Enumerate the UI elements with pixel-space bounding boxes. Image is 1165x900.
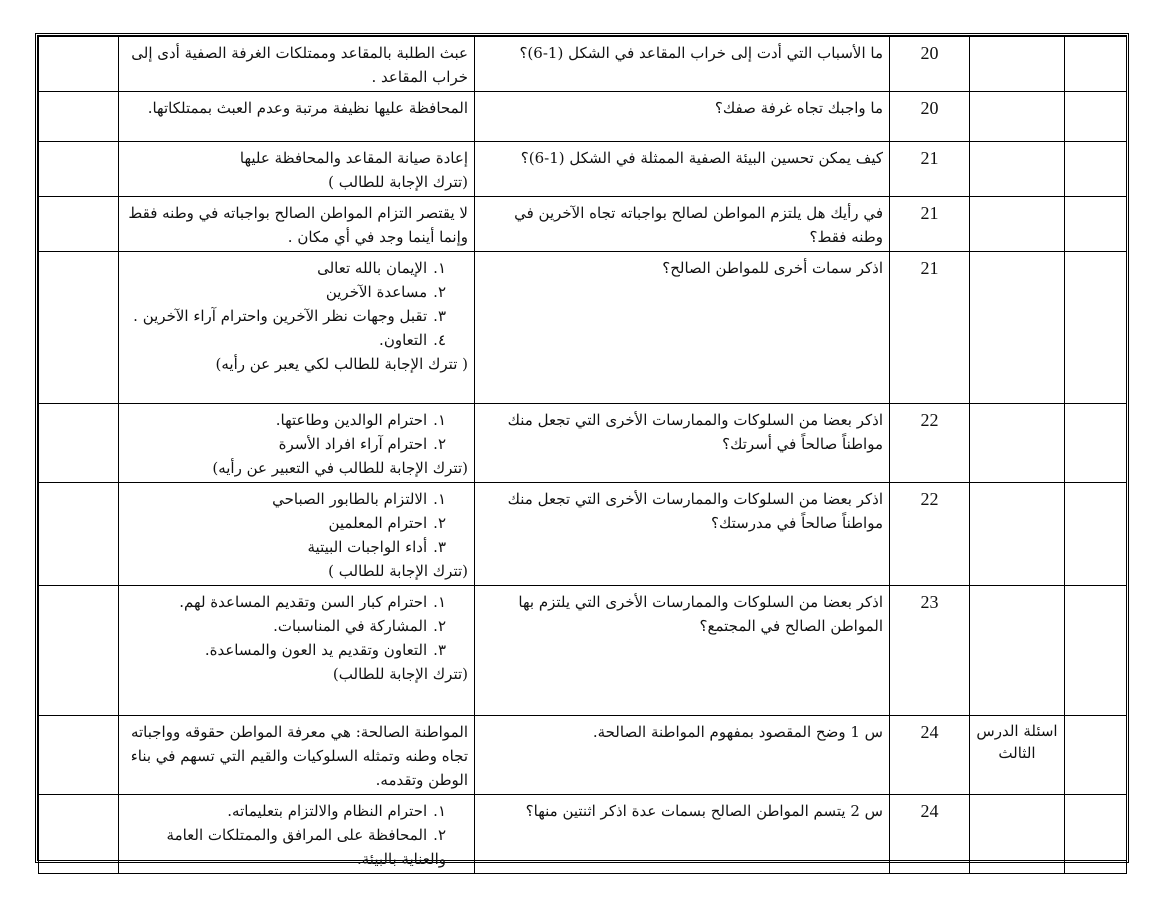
section-cell <box>970 483 1065 586</box>
table-row <box>39 586 1127 716</box>
table-row <box>39 252 1127 404</box>
question-cell <box>475 404 890 483</box>
answer-list-item <box>125 823 446 871</box>
answer-list-item <box>125 535 446 559</box>
page-number: 21 <box>920 258 939 278</box>
list-index: ١. <box>433 411 446 429</box>
blank-cell-left <box>39 586 119 716</box>
table-row <box>39 404 1127 483</box>
page-number-cell <box>890 483 970 586</box>
answer-list-item <box>125 590 446 614</box>
list-item-text: احترام الوالدين وطاعتها. <box>275 411 428 429</box>
answer-list-item <box>125 638 446 662</box>
blank-cell-right <box>1065 92 1127 142</box>
page-number: 21 <box>920 148 939 168</box>
blank-cell-left <box>39 716 119 795</box>
page-number: 22 <box>920 489 939 509</box>
list-index: ١. <box>433 259 446 277</box>
answer-list-item <box>125 280 446 304</box>
table-row <box>39 483 1127 586</box>
section-cell <box>970 586 1065 716</box>
question-cell <box>475 197 890 252</box>
answer-note: (تترك الإجابة للطالب) <box>332 665 468 683</box>
table-body <box>39 37 1127 874</box>
question-cell <box>475 716 890 795</box>
answer-list-item <box>125 328 446 352</box>
page-number: 20 <box>920 43 939 63</box>
answer-note: ( تترك الإجابة للطالب لكي يعبر عن رأيه) <box>215 355 468 373</box>
question-text: اذكر سمات أخرى للمواطن الصالح؟ <box>662 259 883 277</box>
section-label: اسئلة الدرس الثالث <box>976 722 1058 762</box>
list-item-text: مساعدة الآخرين <box>325 283 428 301</box>
answer-cell <box>119 716 475 795</box>
list-item-text: احترام المعلمين <box>328 514 428 532</box>
section-cell <box>970 716 1065 795</box>
question-cell <box>475 795 890 874</box>
list-item-text: احترام كبار السن وتقديم المساعدة لهم. <box>179 593 428 611</box>
question-cell <box>475 37 890 92</box>
page-number: 24 <box>920 722 939 742</box>
page-number-cell <box>890 404 970 483</box>
table-row <box>39 716 1127 795</box>
answer-list-item <box>125 432 446 456</box>
list-index: ١. <box>433 593 446 611</box>
answer-cell <box>119 37 475 92</box>
list-item-text: أداء الواجبات البيتية <box>307 538 428 556</box>
answer-cell <box>119 92 475 142</box>
list-item-text: الالتزام بالطابور الصباحي <box>272 490 428 508</box>
section-cell <box>970 252 1065 404</box>
answer-cell <box>119 795 475 874</box>
blank-cell-right <box>1065 197 1127 252</box>
table-row <box>39 37 1127 92</box>
list-index: ٢. <box>433 283 446 301</box>
table-row <box>39 197 1127 252</box>
blank-cell-right <box>1065 404 1127 483</box>
page-number-cell <box>890 586 970 716</box>
page-number-cell <box>890 197 970 252</box>
blank-cell-right <box>1065 483 1127 586</box>
question-text: ما واجبك تجاه غرفة صفك؟ <box>714 99 883 117</box>
list-item-text: احترام النظام والالتزام بتعليماته. <box>227 802 428 820</box>
blank-cell-left <box>39 795 119 874</box>
list-index: ١. <box>433 490 446 508</box>
question-text: س 2 يتسم المواطن الصالح بسمات عدة اذكر اثنتين منها؟ <box>525 802 883 820</box>
list-index: ٣. <box>433 641 446 659</box>
page-number: 24 <box>920 801 939 821</box>
question-cell <box>475 252 890 404</box>
answer-list-item <box>125 614 446 638</box>
table-row <box>39 92 1127 142</box>
list-index: ٢. <box>433 435 446 453</box>
section-cell <box>970 37 1065 92</box>
answer-cell <box>119 142 475 197</box>
list-index: ٢. <box>433 514 446 532</box>
question-cell <box>475 142 890 197</box>
list-index: ٢. <box>433 826 446 844</box>
blank-cell-left <box>39 37 119 92</box>
answer-text: عبث الطلبة بالمقاعد وممتلكات الغرفة الصفية أدى إلى خراب المقاعد . <box>131 44 468 86</box>
page-number-cell <box>890 795 970 874</box>
section-cell <box>970 404 1065 483</box>
answer-list-item <box>125 511 446 535</box>
answer-list-item <box>125 487 446 511</box>
page-number: 21 <box>920 203 939 223</box>
blank-cell-right <box>1065 716 1127 795</box>
section-cell <box>970 795 1065 874</box>
question-cell <box>475 483 890 586</box>
blank-cell-right <box>1065 142 1127 197</box>
answer-list-item <box>125 304 446 328</box>
list-index: ٣. <box>433 307 446 325</box>
answer-list <box>125 487 468 559</box>
answer-text: إعادة صيانة المقاعد والمحافظة عليها <box>239 149 468 167</box>
blank-cell-right <box>1065 795 1127 874</box>
list-item-text: التعاون وتقديم يد العون والمساعدة. <box>204 641 428 659</box>
answer-list <box>125 799 468 871</box>
blank-cell-left <box>39 252 119 404</box>
answer-text: لا يقتصر التزام المواطن الصالح بواجباته في وطنه فقط وإنما أينما وجد في أي مكان . <box>128 204 468 246</box>
blank-cell-right <box>1065 252 1127 404</box>
list-index: ٤. <box>433 331 446 349</box>
question-text: ما الأسباب التي أدت إلى خراب المقاعد في الشكل (1-6)؟ <box>519 44 883 62</box>
question-text: اذكر بعضا من السلوكات والممارسات الأخرى التي يلتزم بها المواطن الصالح في المجتمع؟ <box>518 593 883 635</box>
page-number-cell <box>890 716 970 795</box>
answer-cell <box>119 483 475 586</box>
list-item-text: احترام آراء افراد الأسرة <box>278 435 428 453</box>
question-text: اذكر بعضا من السلوكات والممارسات الأخرى التي تجعل منك مواطناً صالحاً في مدرستك؟ <box>507 490 883 532</box>
page-number-cell <box>890 37 970 92</box>
list-index: ١. <box>433 802 446 820</box>
blank-cell-left <box>39 142 119 197</box>
answer-list-item <box>125 799 446 823</box>
page-number: 22 <box>920 410 939 430</box>
section-cell <box>970 92 1065 142</box>
list-item-text: التعاون. <box>379 331 428 349</box>
blank-cell-left <box>39 404 119 483</box>
answer-list-item <box>125 408 446 432</box>
list-item-text: تقبل وجهات نظر الآخرين واحترام آراء الآخرين . <box>133 307 428 325</box>
question-text: في رأيك هل يلتزم المواطن لصالح بواجباته تجاه الآخرين في وطنه فقط؟ <box>514 204 883 246</box>
answer-list <box>125 590 468 662</box>
page-number-cell <box>890 142 970 197</box>
answer-note: (تترك الإجابة للطالب في التعبير عن رأيه) <box>212 459 468 477</box>
section-cell <box>970 142 1065 197</box>
answer-list <box>125 408 468 456</box>
answer-list-item <box>125 256 446 280</box>
blank-cell-left <box>39 92 119 142</box>
blank-cell-left <box>39 483 119 586</box>
answer-list <box>125 256 468 352</box>
blank-cell-right <box>1065 586 1127 716</box>
list-index: ٢. <box>433 617 446 635</box>
answer-note: (تترك الإجابة للطالب ) <box>328 562 468 580</box>
answer-cell <box>119 586 475 716</box>
answer-cell <box>119 252 475 404</box>
blank-cell-right <box>1065 37 1127 92</box>
question-text: اذكر بعضا من السلوكات والممارسات الأخرى التي تجعل منك مواطناً صالحاً في أسرتك؟ <box>507 411 883 453</box>
list-index: ٣. <box>433 538 446 556</box>
table-row <box>39 795 1127 874</box>
page-number-cell <box>890 252 970 404</box>
answer-text: المحافظة عليها نظيفة مرتبة وعدم العبث بممتلكاتها. <box>147 99 468 117</box>
answer-cell <box>119 404 475 483</box>
list-item-text: المشاركة في المناسبات. <box>273 617 428 635</box>
list-item-text: الإيمان بالله تعالى <box>317 259 428 277</box>
question-cell <box>475 92 890 142</box>
page-number: 23 <box>920 592 939 612</box>
question-text: س 1 وضح المقصود بمفهوم المواطنة الصالحة. <box>592 723 883 741</box>
section-cell <box>970 197 1065 252</box>
question-cell <box>475 586 890 716</box>
answer-note: (تترك الإجابة للطالب ) <box>328 173 468 191</box>
page-number-cell <box>890 92 970 142</box>
answer-text: المواطنة الصالحة: هي معرفة المواطن حقوقه وواجباته تجاه وطنه وتمثله السلوكيات والقيم التي تسهم في بناء الوطن وتقدمه. <box>130 723 468 789</box>
answer-cell <box>119 197 475 252</box>
table-row <box>39 142 1127 197</box>
page-number: 20 <box>920 98 939 118</box>
question-text: كيف يمكن تحسين البيئة الصفية الممثلة في الشكل (1-6)؟ <box>520 149 883 167</box>
answers-table <box>38 36 1127 874</box>
blank-cell-left <box>39 197 119 252</box>
list-item-text: المحافظة على المرافق والممتلكات العامة والعناية بالبيئة. <box>166 826 446 868</box>
